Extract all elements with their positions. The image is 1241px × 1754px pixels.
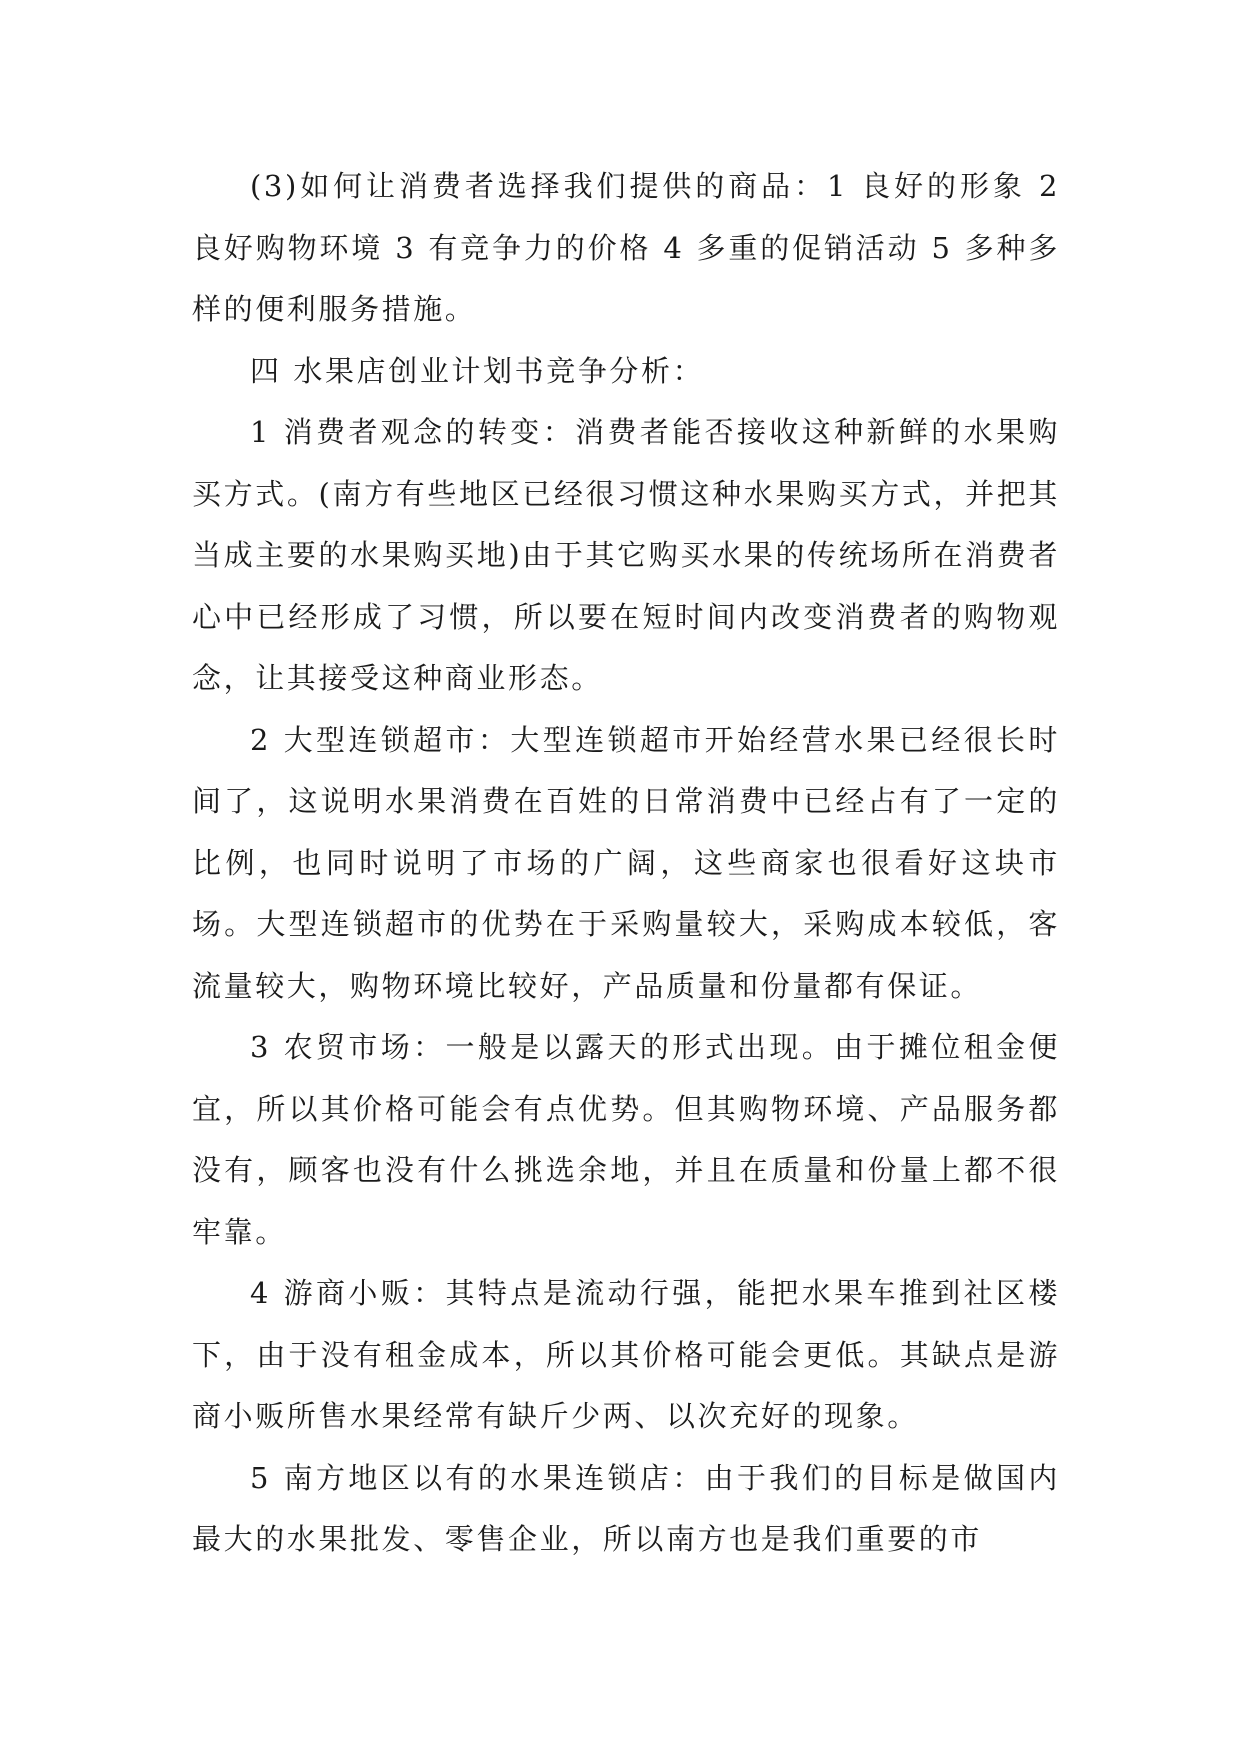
paragraph-farmers-market: 3 农贸市场：一般是以露天的形式出现。由于摊位租金便宜，所以其价格可能会有点优势。但其购物环境、产品服务都没有，顾客也没有什么挑选余地，并且在质量和份量上都不很牢靠。 (192, 1030, 1060, 1249)
paragraph-supermarkets: 2 大型连锁超市：大型连锁超市开始经营水果已经很长时间了，这说明水果消费在百姓的日常消费中已经占有了一定的比例，也同时说明了市场的广阔，这些商家也很看好这块市场。大型连锁超市的优势在于采购量较大，采购成本较低，客流量较大，购物环境比较好，产品质量和份量都有保证。 (192, 722, 1060, 1003)
paragraph-southern-chains: 5 南方地区以有的水果连锁店：由于我们的目标是做国内最大的水果批发、零售企业，所以南方也是我们重要的市 (192, 1460, 1060, 1556)
document-body (192, 156, 1060, 1571)
section-heading-competition-analysis: 四 水果店创业计划书竞争分析： (250, 353, 705, 388)
paragraph-street-vendors: 4 游商小贩：其特点是流动行强，能把水果车推到社区楼下，由于没有租金成本，所以其价格可能会更低。其缺点是游商小贩所售水果经常有缺斤少两、以次充好的现象。 (192, 1276, 1060, 1433)
paragraph-consumer-mindset: 1 消费者观念的转变：消费者能否接收这种新鲜的水果购买方式。(南方有些地区已经很习惯这种水果购买方式，并把其当成主要的水果购买地)由于其它购买水果的传统场所在消费者心中已经形成了习惯，所以要在短时间内改变消费者的购物观念，让其接受这种商业形态。 (192, 415, 1060, 695)
paragraph-consumer-choice: (3)如何让消费者选择我们提供的商品：1 良好的形象 2 良好购物环境 3 有竞争力的价格 4 多重的促销活动 5 多种多样的便利服务措施。 (192, 169, 1060, 326)
